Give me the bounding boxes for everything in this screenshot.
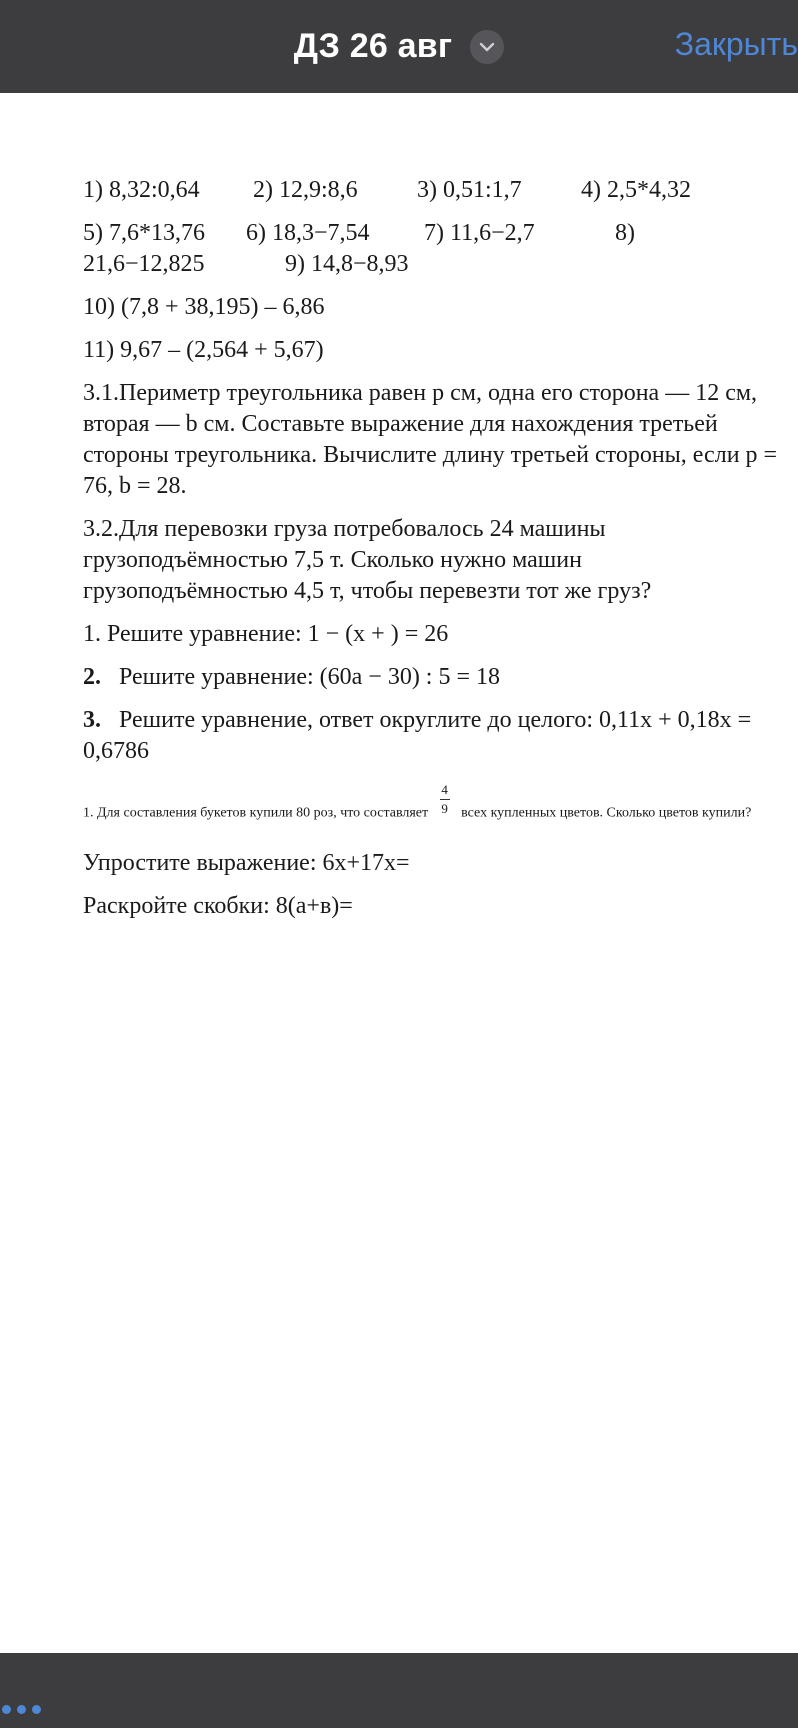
equation-3-number: 3. xyxy=(83,707,101,733)
chevron-down-icon[interactable] xyxy=(470,30,504,64)
document-content xyxy=(83,175,778,922)
equation-2-text: Решите уравнение: (60a − 30) : 5 = 18 xyxy=(119,664,501,690)
roses-text-start: 1. Для составления букетов купили 80 роз, что составляет xyxy=(83,805,429,821)
top-bar xyxy=(0,0,798,93)
equation-3 xyxy=(83,705,778,767)
exercise-7: 7) 11,6−2,7 xyxy=(424,220,535,246)
equation-3-text: Решите уравнение, ответ округлите до целого: 0,11x + 0,18x = 0,6786 xyxy=(83,707,752,764)
equation-2-number: 2. xyxy=(83,664,101,690)
more-dots-icon[interactable] xyxy=(2,1705,41,1714)
simplify-expression: Упростите выражение: 6x+17x= xyxy=(83,850,410,876)
equation-1: 1. Решите уравнение: 1 − (x + ) = 26 xyxy=(83,621,449,647)
exercise-1: 1) 8,32:0,64 xyxy=(83,177,200,203)
exercise-2: 2) 12,9:8,6 xyxy=(253,177,358,203)
fraction-bar xyxy=(440,799,450,800)
roses-text-end: всех купленных цветов. Сколько цветов купили? xyxy=(461,805,752,821)
fraction-numerator: 4 xyxy=(441,782,448,797)
exercise-5: 5) 7,6*13,76 xyxy=(83,220,205,246)
dot xyxy=(17,1705,26,1714)
document-page xyxy=(0,93,798,1653)
exercise-6: 6) 18,3−7,54 xyxy=(246,220,370,246)
dot xyxy=(32,1705,41,1714)
exercise-row-3 xyxy=(83,249,778,280)
exercise-row-1 xyxy=(83,175,778,206)
exercise-11: 11) 9,67 – (2,564 + 5,67) xyxy=(83,337,324,363)
dot xyxy=(2,1705,11,1714)
exercise-10: 10) (7,8 + 38,195) – 6,86 xyxy=(83,294,325,320)
task-3-1: 3.1.Периметр треугольника равен p см, одна его сторона — 12 см, вторая — b см. Составьте выражение для нахождения третьей стороны треугольника. Вычислите длину третьей стороны, если p = 76, b = 28. xyxy=(83,380,778,499)
expand-brackets: Раскройте скобки: 8(а+в)= xyxy=(83,893,353,919)
exercise-9: 9) 14,8−8,93 xyxy=(285,251,409,277)
bottom-bar xyxy=(0,1653,798,1728)
fraction-denominator: 9 xyxy=(441,801,448,816)
exercise-8: 21,6−12,825 xyxy=(83,251,205,277)
roses-problem xyxy=(83,782,778,830)
document-title: ДЗ 26 авг xyxy=(293,27,453,65)
exercise-row-2 xyxy=(83,218,778,249)
close-button[interactable]: Закрыть xyxy=(674,26,798,62)
fraction xyxy=(440,783,450,816)
exercise-4: 4) 2,5*4,32 xyxy=(581,177,691,203)
exercise-3: 3) 0,51:1,7 xyxy=(417,177,522,203)
equation-2 xyxy=(83,662,778,693)
task-3-2: 3.2.Для перевозки груза потребовалось 24 машины грузоподъёмностью 7,5 т. Сколько нужно машин грузоподъёмностью 4,5 т, чтобы перевезти тот же груз? xyxy=(83,516,652,604)
exercise-8-label: 8) xyxy=(615,220,635,246)
